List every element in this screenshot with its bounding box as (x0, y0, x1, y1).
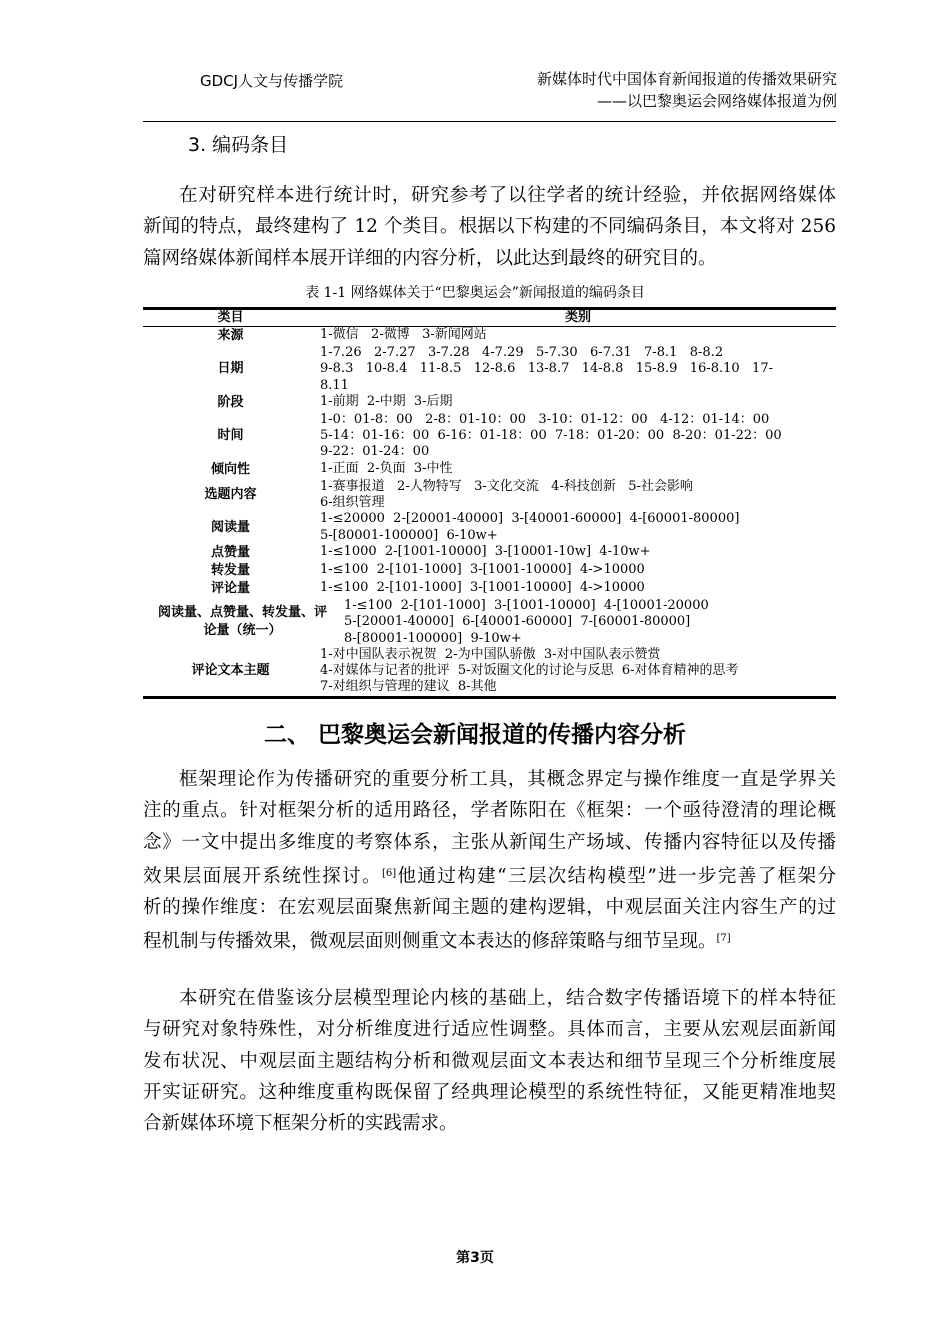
text-line: 发布状况、中观层面主题结构分析和微观层面文本表达和细节呈现三个分析维度展 (143, 1050, 836, 1072)
header-right (537, 68, 837, 112)
value-line: 1-≤100 2-[101-1000] 3-[1001-10000] 4-[10001-20000 (344, 597, 709, 613)
section-heading: 3. 编码条目 (188, 134, 289, 156)
values-cell (318, 562, 836, 580)
text: 效果层面展开系统性探讨。 (143, 865, 382, 887)
table-row (143, 562, 836, 580)
category-cell: 倾向性 (210, 461, 250, 477)
values-cell (318, 511, 836, 544)
text: 他通过构建“三层次结构模型”进一步完善了框架分 (396, 865, 836, 887)
table-row (143, 647, 836, 696)
value-line: 1-≤100 2-[101-1000] 3-[1001-10000] 4->10000 (320, 561, 645, 577)
table-row (143, 544, 836, 562)
value-line: 1-≤100 2-[101-1000] 3-[1001-10000] 4->10000 (320, 579, 645, 595)
values-cell (318, 461, 836, 479)
text-line: 析的操作维度：在宏观层面聚焦新闻主题的建构逻辑，中观层面关注内容生产的过 (143, 897, 836, 919)
value-line: 9-22：01-24：00 (320, 444, 430, 460)
values-cell (318, 580, 836, 598)
value-line: 1-0：01-8：00 2-8：01-10：00 3-10：01-12：00 4-12：01-14：00 (320, 411, 770, 427)
text-line: 念》一文中提出多维度的考察体系，主张从新闻生产场域、传播内容特征以及传播 (143, 831, 836, 853)
text-line: 与研究对象特殊性，对分析维度进行适应性调整。具体而言，主要从宏观层面新闻 (143, 1019, 836, 1041)
value-line: 1-7.26 2-7.27 3-7.28 4-7.29 5-7.30 6-7.31 7-8.1 8-8.2 (320, 345, 724, 360)
table-row (143, 412, 836, 461)
text-line: 框架理论作为传播研究的重要分析工具，其概念界定与操作维度一直是学界关 (179, 769, 836, 790)
value-line: 5-14：01-16：00 6-16：01-18：00 7-18：01-20：00 8-20：01-22：00 (320, 428, 782, 444)
category-cell: 点赞量 (210, 544, 250, 560)
value-line: 1-微信 2-微博 3-新闻网站 (320, 327, 487, 342)
category-cell: 转发量 (210, 562, 250, 578)
values-cell (318, 345, 836, 394)
category-cell: 阶段 (217, 394, 244, 410)
table-header-row (143, 310, 836, 327)
values-cell (318, 412, 836, 461)
values-cell (318, 479, 836, 512)
table-row (143, 345, 836, 394)
value-line: 8.11 (320, 377, 349, 393)
category-cell: 时间 (217, 428, 244, 444)
paragraph-3 (143, 983, 836, 1139)
table-row (143, 327, 836, 345)
table-row (143, 511, 836, 544)
paragraph-2 (143, 764, 836, 958)
text-line (143, 923, 836, 957)
values-cell (342, 598, 836, 647)
values-cell (318, 327, 836, 345)
text-line: 开实证研究。这种维度重构既保留了经典理论模型的系统性特征，又能更精准地契 (143, 1081, 836, 1103)
values-cell (318, 394, 836, 412)
header-left: GDCJ人文与传播学院 (200, 72, 344, 90)
text-line (143, 858, 836, 892)
value-line: 5-[20001-40000] 6-[40001-60000] 7-[60001-80000] (344, 614, 691, 630)
citation[interactable]: [7] (716, 933, 731, 945)
category-cell: 日期 (217, 361, 244, 377)
value-line: 9-8.3 10-8.4 11-8.5 12-8.6 13-8.7 14-8.8 15-8.9 16-8.10 17- (320, 361, 773, 377)
value-line: 5-[80001-100000] 6-10w+ (320, 527, 498, 543)
header-subtitle: ——以巴黎奥运会网络媒体报道为例 (596, 92, 837, 110)
value-line: 1-赛事报道 2-人物特写 3-文化交流 4-科技创新 5-社会影响 (320, 478, 693, 494)
value-line: 1-正面 2-负面 3-中性 (320, 460, 453, 476)
value-line: 1-前期 2-中期 3-后期 (320, 393, 453, 409)
header-rule (143, 121, 836, 122)
table-row (143, 598, 836, 647)
category-cell: 评论文本主题 (191, 663, 270, 679)
category-cell: 来源 (217, 328, 244, 343)
header-cell: 类别 (564, 310, 591, 325)
value-line: 1-对中国队表示祝贺 2-为中国队骄傲 3-对中国队表示赞赏 (320, 646, 661, 662)
coding-table (143, 307, 836, 699)
value-line: 1-≤1000 2-[1001-10000] 3-[10001-10w] 4-10w+ (320, 543, 651, 559)
value-line: 1-≤20000 2-[20001-40000] 3-[40001-60000] 4-[60001-80000] (320, 511, 740, 527)
chapter-heading: 二、 巴黎奥运会新闻报道的传播内容分析 (263, 722, 686, 748)
text-line: 新闻的特点，最终建构了 12 个类目。根据以下构建的不同编码条目，本文将对 256 (143, 216, 836, 238)
table-row (143, 580, 836, 598)
category-cell: 评论量 (210, 580, 250, 596)
text-line: 在对研究样本进行统计时，研究参考了以往学者的统计经验，并依据网络媒体 (179, 185, 836, 206)
table-row (143, 461, 836, 479)
page-number: 第3页 (456, 1250, 494, 1266)
header-cell: 类目 (217, 310, 244, 325)
value-line: 4-对媒体与记者的批评 5-对饭圈文化的讨论与反思 6-对体育精神的思考 (320, 663, 739, 679)
table-caption: 表 1-1 网络媒体关于“巴黎奥运会”新闻报道的编码条目 (305, 285, 645, 301)
category-cell: 选题内容 (204, 487, 257, 503)
table-row (143, 394, 836, 412)
text-line: 合新媒体环境下框架分析的实践需求。 (143, 1113, 458, 1135)
category-cell: 阅读量、点赞量、转发量、评论量（统一） (157, 605, 327, 639)
text: 程机制与传播效果，微观层面则侧重文本表达的修辞策略与细节呈现。 (143, 931, 717, 953)
value-line: 8-[80001-100000] 9-10w+ (344, 630, 522, 646)
text-line: 篇网络媒体新闻样本展开详细的内容分析，以此达到最终的研究目的。 (143, 247, 717, 269)
category-cell: 阅读量 (210, 519, 250, 535)
values-cell (318, 544, 836, 562)
text-line: 本研究在借鉴该分层模型理论内核的基础上，结合数字传播语境下的样本特征 (179, 988, 836, 1009)
text-line: 注的重点。针对框架分析的适用路径，学者陈阳在《框架：一个亟待澄清的理论概 (143, 800, 836, 822)
citation[interactable]: [6] (381, 867, 397, 879)
value-line: 7-对组织与管理的建议 8-其他 (320, 679, 497, 695)
value-line: 6-组织管理 (320, 495, 385, 511)
values-cell (318, 647, 836, 696)
header-title: 新媒体时代中国体育新闻报道的传播效果研究 (536, 70, 837, 88)
paragraph-1 (143, 180, 836, 274)
table-row (143, 479, 836, 512)
